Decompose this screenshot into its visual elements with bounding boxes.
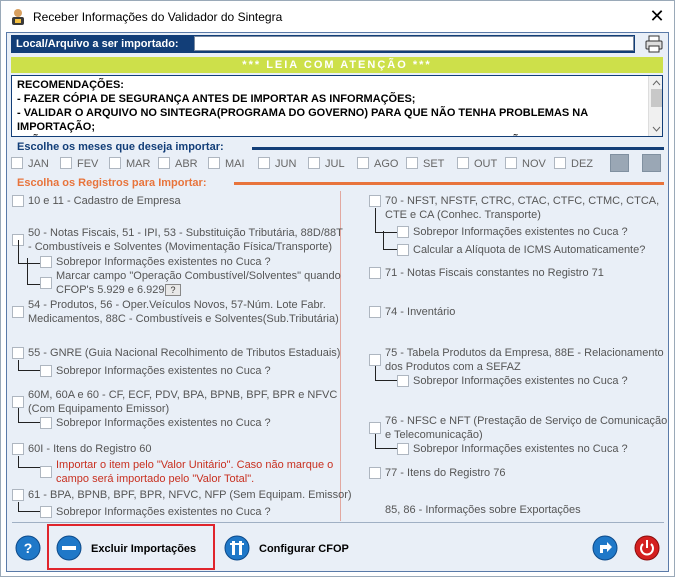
checkbox[interactable]	[60, 157, 72, 169]
item-label: 50 - Notas Fiscais, 51 - IPI, 53 - Substituição Tributária, 88D/88T	[28, 227, 343, 239]
registro-55[interactable]	[12, 346, 341, 360]
month-label: FEV	[77, 158, 99, 170]
item-label: (Com Equipamento Emissor)	[28, 403, 170, 415]
item-label: 55 - GNRE (Guia Nacional Recolhimento de Tributos Estaduais)	[28, 347, 341, 359]
month-label: SET	[423, 158, 445, 170]
month-label: ABR	[175, 158, 198, 170]
checkbox[interactable]	[369, 195, 381, 207]
app-icon	[9, 8, 27, 26]
browse-file-icon[interactable]	[644, 34, 664, 54]
registro-74[interactable]	[369, 305, 664, 319]
checkbox[interactable]	[397, 244, 409, 256]
checkbox[interactable]	[12, 489, 24, 501]
months-title: Escolhe os meses que deseja importar:	[17, 141, 224, 153]
item-label: Sobrepor Informações existentes no Cuca ?	[56, 506, 271, 518]
item-label: 60I - Itens do Registro 60	[28, 443, 152, 455]
registro-85-86	[369, 503, 664, 517]
registro-54[interactable]	[12, 298, 337, 326]
checkbox[interactable]	[554, 157, 566, 169]
item-label: 10 e 11 - Cadastro de Empresa	[28, 195, 181, 207]
excluir-importacoes-button[interactable]: Excluir Importações	[91, 543, 197, 555]
sobrepor-75[interactable]	[397, 374, 664, 388]
months-row	[11, 156, 666, 172]
checkbox[interactable]	[369, 354, 381, 366]
item-label: Sobrepor Informações existentes no Cuca ?	[413, 226, 628, 238]
registro-77[interactable]	[369, 466, 664, 480]
scrollbar-arrows-icon	[649, 76, 663, 136]
registro-60i[interactable]	[12, 442, 337, 456]
divider	[252, 147, 664, 150]
checkbox[interactable]	[11, 157, 23, 169]
item-label: Importar o item pelo "Valor Unitário". Caso não marque o	[56, 459, 334, 471]
item-label: 54 - Produtos, 56 - Oper.Veículos Novos, 57-Núm. Lote Fabr.	[28, 299, 326, 311]
svg-text:?: ?	[23, 540, 33, 556]
month-label: NOV	[522, 158, 546, 170]
registro-70[interactable]	[369, 194, 664, 222]
month-label: MAI	[225, 158, 245, 170]
registro-75[interactable]	[369, 346, 664, 374]
item-label: Sobrepor Informações existentes no Cuca ?	[413, 443, 628, 455]
item-label: e Telecomunicação)	[385, 429, 483, 441]
tree-connector	[18, 456, 40, 468]
divider	[234, 182, 664, 185]
item-label: Medicamentos, 88C - Combustíveis e Solventes(Sub.Tributária)	[28, 313, 339, 325]
item-label: 71 - Notas Fiscais constantes no Registro 71	[385, 267, 604, 279]
item-label: Sobrepor Informações existentes no Cuca ?	[56, 256, 271, 268]
path-input[interactable]	[194, 36, 634, 51]
tree-connector	[18, 360, 40, 371]
sobrepor-76[interactable]	[397, 442, 664, 456]
item-label: 77 - Itens do Registro 76	[385, 467, 506, 479]
tree-connector	[375, 434, 397, 449]
checkbox[interactable]	[40, 466, 52, 478]
item-label: CFOP's 5.929 e 6.929	[56, 284, 165, 296]
help-cfop-button[interactable]: ?	[165, 284, 181, 296]
item-label: 76 - NFSC e NFT (Prestação de Serviço de Comunicação	[385, 415, 668, 427]
checkbox[interactable]	[369, 422, 381, 434]
checkbox[interactable]	[12, 347, 24, 359]
tree-connector	[383, 231, 397, 250]
title-bar	[1, 1, 674, 32]
path-label: Local/Arquivo a ser importado:	[16, 38, 179, 50]
item-label: CTE e CA (Conhec. Transporte)	[385, 209, 541, 221]
window-title: Receber Informações do Validador do Sintegra	[33, 10, 283, 24]
item-label: Marcar campo "Operação Combustível/Solventes" quando	[56, 270, 341, 282]
marcar-combustivel[interactable]	[40, 269, 341, 297]
item-label: dos Produtos com a SEFAZ	[385, 361, 521, 373]
item-label: 61 - BPA, BPNB, BPF, BPR, NFVC, NFP (Sem Equipam. Emissor)	[28, 489, 352, 501]
tree-connector	[18, 408, 40, 423]
checkbox[interactable]	[109, 157, 121, 169]
attention-text: *** LEIA COM ATENÇÃO ***	[242, 59, 432, 71]
help-icon[interactable]	[15, 535, 41, 561]
tree-connector	[27, 258, 40, 285]
checkbox[interactable]	[40, 277, 52, 289]
recommendation-line: RECOMENDAÇÕES:	[17, 79, 124, 91]
checkbox[interactable]	[357, 157, 369, 169]
checkbox[interactable]	[406, 157, 418, 169]
recommendations-box[interactable]	[11, 75, 663, 137]
tree-connector	[375, 366, 397, 381]
checkbox[interactable]	[12, 443, 24, 455]
sobrepor-50[interactable]	[40, 255, 335, 269]
close-icon[interactable]: ✕	[649, 6, 665, 26]
checkbox[interactable]	[12, 396, 24, 408]
item-label: 74 - Inventário	[385, 306, 456, 318]
registro-10-11[interactable]	[12, 194, 337, 208]
month-label: OUT	[474, 158, 498, 170]
checkbox[interactable]	[12, 306, 24, 318]
tools-icon[interactable]	[224, 535, 250, 561]
month-label: JUL	[325, 158, 345, 170]
month-label: DEZ	[571, 158, 593, 170]
checkbox[interactable]	[308, 157, 320, 169]
item-label: 75 - Tabela Produtos da Empresa, 88E - Relacionamento	[385, 347, 664, 359]
tree-connector	[375, 208, 397, 233]
item-label: campo será importado pelo "Valor Total".	[56, 473, 255, 485]
importar-valor-unitario[interactable]	[40, 458, 335, 486]
configurar-cfop-button[interactable]: Configurar CFOP	[259, 543, 349, 555]
checkbox[interactable]	[258, 157, 270, 169]
calcular-aliquota-icms[interactable]	[397, 243, 664, 257]
power-icon[interactable]	[634, 535, 660, 561]
registro-61[interactable]	[12, 488, 352, 502]
sobrepor-60[interactable]	[40, 416, 335, 430]
month-label: JAN	[28, 158, 49, 170]
checkbox[interactable]	[40, 417, 52, 429]
checkbox[interactable]	[40, 256, 52, 268]
item-label: - Combustíveis e Solventes (Movimentação Física/Transporte)	[28, 241, 333, 253]
recommendation-line: - VALIDAR O ARQUIVO NO SINTEGRA(PROGRAMA DO GOVERNO) PARA QUE NÃO TENHA PROBLEMAS NA IMPORTAÇÃO;	[17, 107, 588, 133]
scrollbar[interactable]	[648, 76, 663, 136]
item-label: Sobrepor Informações existentes no Cuca ?	[413, 375, 628, 387]
registro-50[interactable]	[12, 226, 343, 254]
month-label: MAR	[126, 158, 151, 170]
divider	[12, 522, 664, 523]
checkbox[interactable]	[397, 443, 409, 455]
item-label: Sobrepor Informações existentes no Cuca ?	[56, 365, 271, 377]
main-panel	[6, 32, 669, 572]
import-arrow-icon[interactable]	[592, 535, 618, 561]
registro-71[interactable]	[369, 266, 664, 280]
checkbox[interactable]	[40, 365, 52, 377]
checkbox[interactable]	[369, 467, 381, 479]
checkbox[interactable]	[12, 195, 24, 207]
clear-months-button[interactable]	[642, 154, 661, 172]
checkbox[interactable]	[208, 157, 220, 169]
tree-connector	[18, 502, 40, 512]
item-label: Calcular a Alíquota de ICMS Automaticamente?	[413, 244, 646, 256]
checkbox[interactable]	[158, 157, 170, 169]
recommendation-line: - FAZER CÓPIA DE SEGURANÇA ANTES DE IMPORTAR AS INFORMAÇÕES;	[17, 93, 416, 105]
item-label: Sobrepor Informações existentes no Cuca ?	[56, 417, 271, 429]
item-label: 60M, 60A e 60 - CF, ECF, PDV, BPA, BPNB, BPF, BPR e NFVC	[28, 389, 338, 401]
attention-banner	[11, 57, 663, 73]
checkbox[interactable]	[505, 157, 517, 169]
select-all-months-button[interactable]	[610, 154, 629, 172]
checkbox[interactable]	[369, 267, 381, 279]
month-label: JUN	[275, 158, 297, 170]
registro-60[interactable]	[12, 388, 337, 416]
checkbox[interactable]	[397, 375, 409, 387]
month-label: AGO	[374, 158, 399, 170]
checkbox[interactable]	[40, 506, 52, 518]
item-label: 70 - NFST, NFSTF, CTRC, CTAC, CTFC, CTMC, CTCA,	[385, 195, 660, 207]
sobrepor-55[interactable]	[40, 364, 335, 378]
registros-title: Escolha os Registros para Importar:	[17, 177, 207, 189]
checkbox[interactable]	[457, 157, 469, 169]
sobrepor-70[interactable]	[397, 225, 664, 239]
sobrepor-61[interactable]	[40, 505, 335, 519]
path-bar	[11, 35, 635, 53]
checkbox[interactable]	[369, 306, 381, 318]
item-label: 85, 86 - Informações sobre Exportações	[385, 504, 581, 516]
registro-76[interactable]	[369, 414, 668, 442]
checkbox[interactable]	[397, 226, 409, 238]
recommendation-line	[17, 134, 645, 137]
highlight-box	[47, 524, 215, 570]
